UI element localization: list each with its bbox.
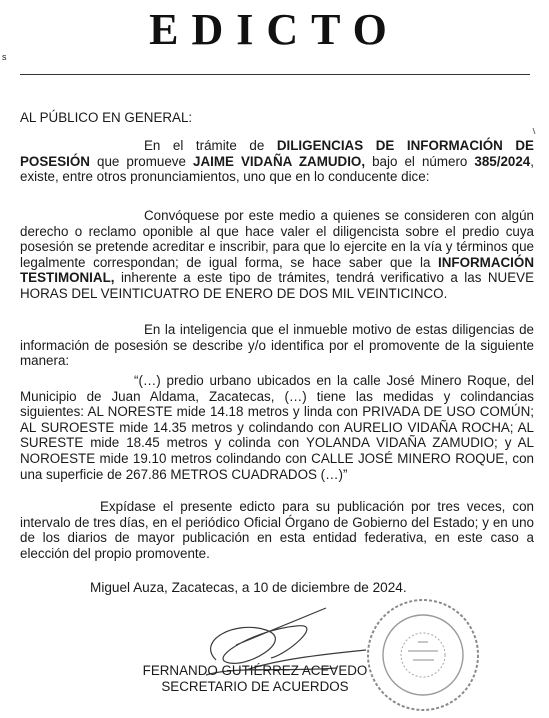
p1-bold-case-number: 385/2024 bbox=[474, 153, 531, 169]
p1-bold-procedure: DILIGENCIAS DE INFORMACIÓN DE POSESIÓN bbox=[20, 138, 534, 169]
greeting: AL PÚBLICO EN GENERAL: bbox=[20, 110, 193, 125]
p5-text: Expídase el presente edicto para su publicación por tres veces, con intervalo de tres días, en el periódico Oficial Órgano de Gobierno del Estado; y en uno de los diarios de mayor publicación en esta entidad federativa, en este caso a elección del propio promovente. bbox=[20, 499, 534, 561]
official-seal bbox=[358, 596, 488, 714]
paragraph-property-intro bbox=[20, 322, 534, 369]
page-mark bbox=[532, 128, 536, 134]
p2-text-2: inherente a este tipo de trámites, tendrá verificativo a las NUEVE HORAS DEL VEINTICUATRO DE ENERO DE DOS MIL VEINTICINCO. bbox=[20, 270, 534, 301]
paragraph-publication bbox=[20, 499, 534, 561]
place-and-date: Miguel Auza, Zacatecas, a 10 de diciembre de 2024. bbox=[90, 580, 407, 595]
p2-bold-testimonial: INFORMACIÓN TESTIMONIAL, bbox=[20, 254, 534, 286]
signer-block bbox=[120, 663, 390, 694]
document-title: EDICTO bbox=[149, 5, 400, 54]
p2-text-1: Convóquese por este medio a quienes se consideren con algún derecho o reclamo oponible al que hace valer el diligencista sobre el predio cuya posesión se pretende acreditar e inscribir, para que lo ejercite en la vía y términos que legalmente correspondan; de igual forma, se hace saber que la bbox=[20, 208, 534, 270]
p1-bold-promoter: JAIME VIDAÑA ZAMUDIO, bbox=[193, 153, 366, 169]
p1-text-4: , existe, entre otros pronunciamientos, uno que en lo conducente dice: bbox=[20, 153, 534, 185]
signer-title: SECRETARIO DE ACUERDOS bbox=[161, 678, 349, 694]
header-rule bbox=[20, 74, 530, 75]
margin-mark: s bbox=[2, 52, 7, 62]
p1-text-2: que promueve bbox=[89, 153, 193, 169]
p1-text-3: bajo el número bbox=[365, 153, 475, 169]
p3-text: En la inteligencia que el inmueble motivo de estas diligencias de información de posesión se describe y/o identifica por el promovente de la siguiente manera: bbox=[20, 322, 534, 369]
signer-name: FERNANDO GUTIÉRREZ ACEVEDO bbox=[142, 663, 368, 678]
paragraph-convocation bbox=[20, 208, 534, 302]
p1-text-1: En el trámite de bbox=[144, 138, 277, 153]
paragraph-property-description bbox=[20, 373, 534, 482]
p4-text: “(…) predio urbano ubicados en la calle José Minero Roque, del Municipio de Juan Aldama, Zacatecas, (…) tiene las medidas y colindancias siguientes: AL NORESTE mide 14.18 metros y linda con PRIVADA DE USO COMÚN; AL SUROESTE mide 14.35 metros y colindando con AURELIO VIDAÑA ROCHA; AL SURESTE mide 18.45 metros y colinda con YOLANDA VIDAÑA ZAMUDIO; y AL NOROESTE mide 19.10 metros colindando con CALLE JOSÉ MINERO ROQUE, con una superficie de 267.86 METROS CUADRADOS (…)” bbox=[20, 373, 534, 482]
paragraph-procedure bbox=[20, 138, 534, 185]
